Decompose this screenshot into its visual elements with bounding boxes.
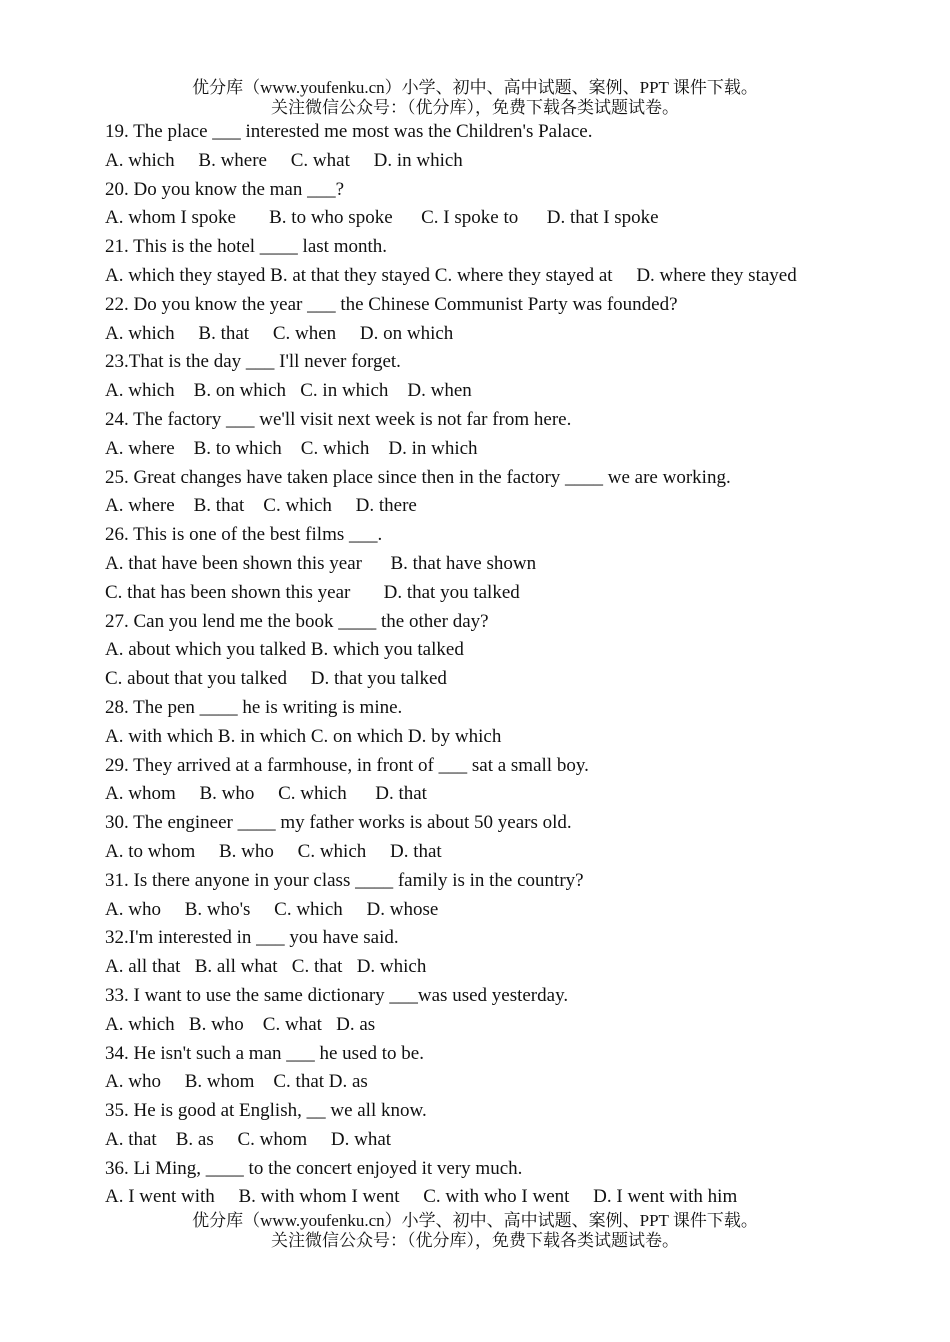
- answer-options: A. who B. who's C. which D. whose: [105, 898, 439, 920]
- question-text: 26. This is one of the best films ___.: [105, 524, 383, 546]
- answer-options: A. which B. where C. what D. in which: [105, 149, 463, 171]
- answer-options: A. with which B. in which C. on which D. by which: [105, 725, 502, 747]
- header-line-1: 优分库（www.youfenku.cn）小学、初中、高中试题、案例、PPT 课件下载。: [192, 78, 758, 97]
- page-header: [0, 78, 950, 118]
- answer-options: A. who B. whom C. that D. as: [105, 1071, 368, 1093]
- answer-options: C. that has been shown this year D. that you talked: [105, 581, 520, 603]
- question-text: 25. Great changes have taken place since then in the factory ____ we are working.: [105, 466, 731, 488]
- page-footer: [0, 1211, 950, 1251]
- answer-options: A. I went with B. with whom I went C. with who I went D. I went with him: [105, 1186, 738, 1208]
- question-text: 35. He is good at English, __ we all know.: [105, 1100, 427, 1122]
- question-text: 30. The engineer ____ my father works is about 50 years old.: [105, 812, 572, 834]
- footer-line-2: 关注微信公众号：（优分库），免费下载各类试题试卷。: [271, 1231, 679, 1250]
- footer-line-1: 优分库（www.youfenku.cn）小学、初中、高中试题、案例、PPT 课件下载。: [192, 1211, 758, 1230]
- answer-options: A. whom B. who C. which D. that: [105, 783, 427, 805]
- question-text: 19. The place ___ interested me most was the Children's Palace.: [105, 121, 593, 142]
- answer-options: A. which B. on which C. in which D. when: [105, 380, 472, 402]
- answer-options: A. where B. to which C. which D. in which: [105, 437, 478, 459]
- question-text: 28. The pen ____ he is writing is mine.: [105, 696, 403, 718]
- answer-options: A. about which you talked B. which you talked: [105, 639, 464, 661]
- answer-options: C. about that you talked D. that you talked: [105, 668, 447, 690]
- answer-options: A. to whom B. who C. which D. that: [105, 840, 442, 862]
- question-list: [105, 118, 925, 1212]
- question-text: 36. Li Ming, ____ to the concert enjoyed it very much.: [105, 1157, 523, 1179]
- question-text: 22. Do you know the year ___ the Chinese Communist Party was founded?: [105, 293, 678, 315]
- question-text: 24. The factory ___ we'll visit next week is not far from here.: [105, 408, 572, 430]
- question-text: 29. They arrived at a farmhouse, in front of ___ sat a small boy.: [105, 754, 589, 776]
- question-text: 32.I'm interested in ___ you have said.: [105, 927, 399, 949]
- answer-options: A. all that B. all what C. that D. which: [105, 956, 427, 978]
- question-text: 34. He isn't such a man ___ he used to be.: [105, 1042, 424, 1064]
- answer-options: A. which B. who C. what D. as: [105, 1013, 376, 1035]
- header-line-2: 关注微信公众号：（优分库），免费下载各类试题试卷。: [271, 98, 679, 117]
- answer-options: A. which they stayed B. at that they stayed C. where they stayed at D. where they stayed: [105, 264, 797, 286]
- answer-options: A. which B. that C. when D. on which: [105, 322, 454, 344]
- question-text: 21. This is the hotel ____ last month.: [105, 236, 388, 258]
- answer-options: A. whom I spoke B. to who spoke C. I spoke to D. that I spoke: [105, 207, 659, 229]
- question-text: 20. Do you know the man ___?: [105, 178, 345, 200]
- question-text: 23.That is the day ___ I'll never forget.: [105, 351, 401, 373]
- question-text: 27. Can you lend me the book ____ the other day?: [105, 610, 489, 632]
- answer-options: A. where B. that C. which D. there: [105, 495, 417, 517]
- question-text: 33. I want to use the same dictionary ___was used yesterday.: [105, 984, 569, 1006]
- answer-options: A. that B. as C. whom D. what: [105, 1128, 392, 1150]
- answer-options: A. that have been shown this year B. that have shown: [105, 552, 537, 574]
- question-text: 31. Is there anyone in your class ____ family is in the country?: [105, 869, 584, 891]
